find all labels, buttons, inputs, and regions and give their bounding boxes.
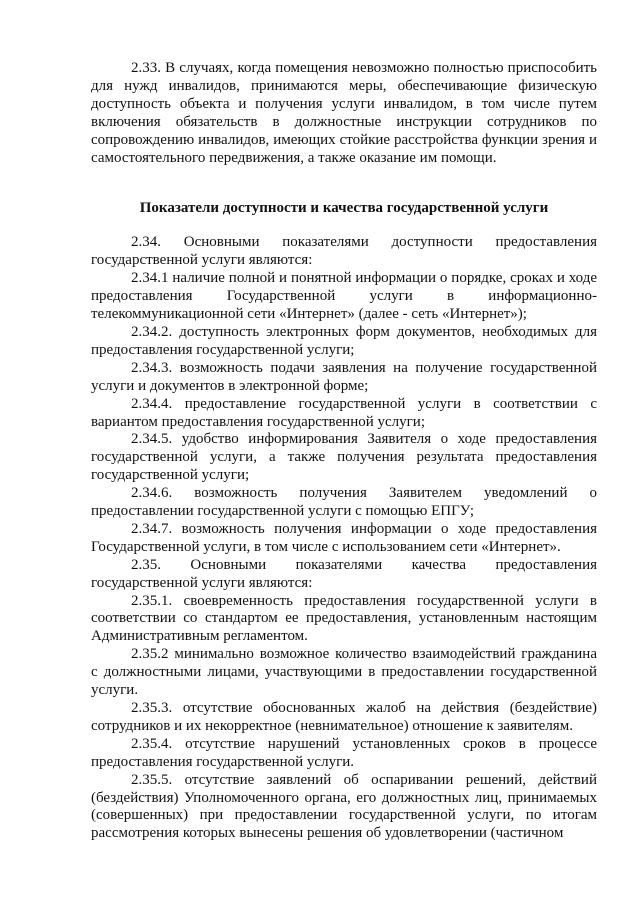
paragraph-2-35-5: 2.35.5. отсутствие заявлений об оспаривании решений, действий (бездействия) Уполномоченного органа, его должностных лиц, принимаемых (совершенных) при предоставлении государственной услуги, по итогам рассмотрения которых вынесены решения об удовлетворении (частичном	[91, 771, 597, 842]
paragraph-2-34-6: 2.34.6. возможность получения Заявителем уведомлений о предоставлении государственной услуги с помощью ЕПГУ;	[91, 485, 597, 520]
paragraph-2-35-4: 2.35.4. отсутствие нарушений установленных сроков в процессе предоставления государственной услуги.	[91, 735, 597, 770]
paragraph-2-33: 2.33. В случаях, когда помещения невозможно полностью приспособить для нужд инвалидов, принимаются меры, обеспечивающие физическую доступность объекта и получения услуги инвалидом, в том числе путем включения обязательств в должностные инструкции сотрудников по сопровождению инвалидов, имеющих стойкие расстройства функции зрения и самостоятельного передвижения, а также оказание им помощи.	[91, 60, 597, 166]
paragraph-2-35-2: 2.35.2 минимально возможное количество взаимодействий гражданина с должностными лицами, участвующими в предоставлении государственной услуги.	[91, 646, 597, 699]
document-page	[91, 60, 597, 843]
paragraph-2-35-1: 2.35.1. своевременность предоставления государственной услуги в соответствии со стандартом ее предоставления, установленным настоящим Административным регламентом.	[91, 592, 597, 645]
paragraph-2-35-3: 2.35.3. отсутствие обоснованных жалоб на действия (бездействие) сотрудников и их некорректное (невнимательное) отношение к заявителям.	[91, 700, 597, 734]
paragraph-2-35: 2.35. Основными показателями качества предоставления государственной услуги являются:	[91, 556, 597, 591]
spacer	[91, 217, 597, 234]
spacer	[91, 167, 597, 199]
paragraph-2-34-3: 2.34.3. возможность подачи заявления на получение государственной услуги и документов в электронной форме;	[91, 359, 597, 394]
paragraph-2-34-1: 2.34.1 наличие полной и понятной информации о порядке, сроках и ходе предоставления Государственной услуги в информационно-телекоммуникационной сети «Интернет» (далее - сеть «Интернет»);	[91, 270, 597, 323]
paragraph-2-34-2: 2.34.2. доступность электронных форм документов, необходимых для предоставления государственной услуги;	[91, 323, 597, 358]
paragraph-2-34-5: 2.34.5. удобство информирования Заявителя о ходе предоставления государственной услуги, а также получения результата предоставления государственной услуги;	[91, 431, 597, 484]
section-heading: Показатели доступности и качества государственной услуги	[139, 200, 549, 217]
paragraph-2-34-7: 2.34.7. возможность получения информации о ходе предоставления Государственной услуги, в том числе с использованием сети «Интернет».	[91, 520, 597, 555]
paragraph-2-34: 2.34. Основными показателями доступности предоставления государственной услуги являются:	[91, 234, 597, 269]
paragraph-2-34-4: 2.34.4. предоставление государственной услуги в соответствии с вариантом предоставления государственной услуги;	[91, 395, 597, 430]
